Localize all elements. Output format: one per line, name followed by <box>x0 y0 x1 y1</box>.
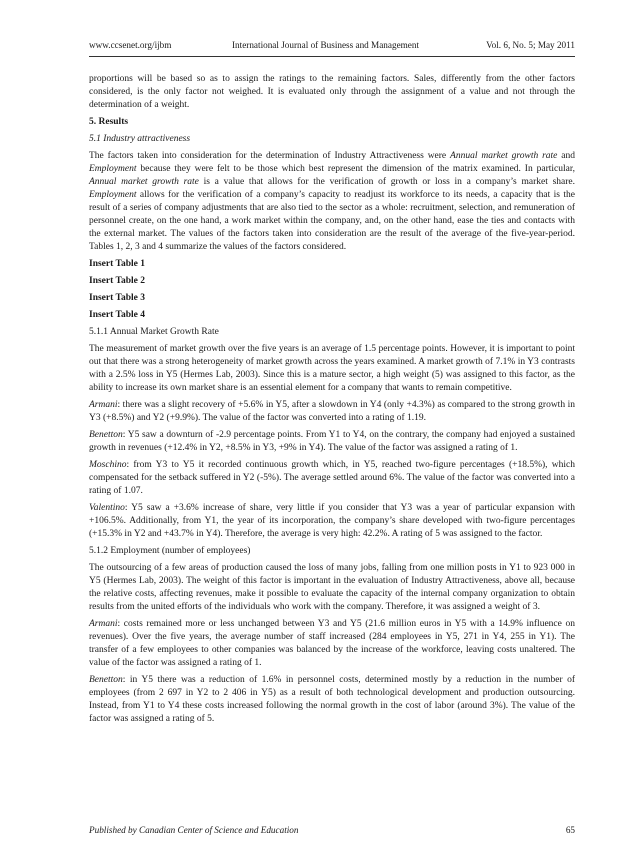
paragraph-benetton-growth <box>89 429 575 455</box>
text-run: allows for the verification of a company’s capacity to readjust its workforce to its needs, a capacity that is the result of a series of company adjustments that are also tied to the sector as a whole: recruitment, selection, and remuneration of personnel create, on the one hand, a work market within the company, and, on the other hand, ease the ties and contacts with the external market. The values of the factors taken into consideration are the result of the average of the five-year-period. Tables 1, 2, 3 and 4 summarize the values of the factors considered. <box>89 190 575 252</box>
italic-term: Employment <box>89 190 137 200</box>
journal-url[interactable]: www.ccsenet.org/ijbm <box>89 40 172 50</box>
paragraph-intro: proportions will be based so as to assign the ratings to the remaining factors. Sales, differently from the other factors considered, is the only factor not weighed. It is evaluated only through the assignment of a value and not through the determination of a weight. <box>89 74 575 110</box>
page-number: 65 <box>565 825 575 835</box>
page-footer <box>89 825 575 839</box>
paragraph-benetton-employment <box>89 674 575 726</box>
company-name: Valentino <box>89 503 125 513</box>
company-name: Armani <box>89 619 118 629</box>
company-name: Benetton <box>89 675 123 685</box>
subsubsection-heading-employment: 5.1.2 Employment (number of employees) <box>89 546 251 556</box>
paragraph-employment: The outsourcing of a few areas of production caused the loss of many jobs, falling from one million posts in Y1 to 923 000 in Y5 (Hermes Lab, 2003). The weight of this factor is important in the evaluation of Industry Attractiveness, above all, because the relative costs, affecting revenues, make it possible to evaluate the capacity of the internal company organization to obtain results from the united efforts of the individuals who work with the company. Therefore, it was assigned a weight of 3. <box>89 563 575 612</box>
italic-term: Annual market growth rate <box>450 151 558 161</box>
text-run: : in Y5 there was a reduction of 1.6% in personnel costs, determined mostly by a reduction in the number of employees (from 2 697 in Y2 to 2 406 in Y5) as a result of both technological development and production outsourcing. Instead, from Y1 to Y4 these costs increased following the normal growth in the cost of labor (around 3%). The value of the factor was assigned a rating of 5. <box>89 675 575 724</box>
publisher-line: Published by Canadian Center of Science and Education <box>89 825 299 835</box>
paragraph-armani-employment <box>89 618 575 670</box>
text-run: : costs remained more or less unchanged between Y3 and Y5 (21.6 million euros in Y5 with a 14.9% influence on revenues). Over the five years, the average number of staff increased (284 employees in Y5, 271 in Y4, 255 in Y1). The transfer of a few employees to other companies was balanced by the increase of the workforce, leaving costs unaltered. The value of the factor was assigned a rating of 1. <box>89 619 575 668</box>
text-run: is a value that allows for the verification of growth or loss in a company’s market share. <box>198 177 575 187</box>
company-name: Armani <box>89 400 118 410</box>
journal-title: International Journal of Business and Management <box>232 40 420 50</box>
company-name: Benetton <box>89 430 123 440</box>
text-run: : from Y3 to Y5 it recorded continuous growth which, in Y5, reached two-figure percentages (+18.5%), which compensated for the setback suffered in Y2 (-5%). The average settled around 6%. The value of the factor was converted into a rating of 1.07. <box>89 460 575 496</box>
text-run: : Y5 saw a downturn of -2.9 percentage points. From Y1 to Y4, on the contrary, the company had enjoyed a sustained growth in revenues (+12.4% in Y2, +8.5% in Y3, +9% in Y4). The value of the factor was assigned a rating of 1. <box>89 430 575 453</box>
subsection-heading-industry: 5.1 Industry attractiveness <box>89 134 191 144</box>
text-run: : Y5 saw a +3.6% increase of share, very little if you consider that Y3 was a year of particular expansion with +106.5%. Additionally, from Y1, the year of its incorporation, the company’s share developed with two-figure percentages (+15.3% in Y2 and +43.7% in Y4). Therefore, the average is very high: 42.2%. A rating of 5 was assigned to the factor. <box>89 503 575 539</box>
volume-info: Vol. 6, No. 5; May 2011 <box>486 40 575 50</box>
subsubsection-heading-market-growth: 5.1.1 Annual Market Growth Rate <box>89 327 219 337</box>
text-run: and <box>557 151 576 161</box>
italic-term: Employment <box>89 164 137 174</box>
section-heading-results: 5. Results <box>89 117 129 127</box>
running-header <box>89 40 575 56</box>
insert-table-2: Insert Table 2 <box>89 276 145 286</box>
italic-term: Annual market growth rate <box>89 177 199 187</box>
text-run: : there was a slight recovery of +5.6% in Y5, after a slowdown in Y4 (only +4.3%) as compared to the strong growth in Y3 (+8.5%) and Y2 (+9.9%). The value of the factor was converted into a rating of 1.19. <box>89 400 575 423</box>
paragraph-armani-growth <box>89 399 575 425</box>
paragraph-valentino-growth <box>89 502 575 541</box>
paragraph-factors <box>89 150 575 254</box>
paragraph-market-growth: The measurement of market growth over the five years is an average of 1.5 percentage points. However, it is important to point out that there was a strong heterogeneity of market growth across the years examined. A market growth of 7.1% in Y3 contrasts with a 2.5% loss in Y5 (Hermes Lab, 2003). Since this is a mature sector, a high weight (5) was assigned to this factor, as the ability to increase its own market share is an essential element for a company that wants to remain competitive. <box>89 344 575 393</box>
company-name: Moschino <box>89 460 127 470</box>
text-run: The factors taken into consideration for the determination of Industry Attractiveness were <box>89 151 451 161</box>
insert-table-4: Insert Table 4 <box>89 310 145 320</box>
text-run: because they were felt to be those which best represent the dimension of the matrix examined. In particular, <box>136 164 575 174</box>
page-body <box>89 73 575 730</box>
insert-table-3: Insert Table 3 <box>89 293 145 303</box>
header-divider <box>89 56 575 57</box>
paragraph-moschino-growth <box>89 459 575 498</box>
insert-table-1: Insert Table 1 <box>89 259 145 269</box>
